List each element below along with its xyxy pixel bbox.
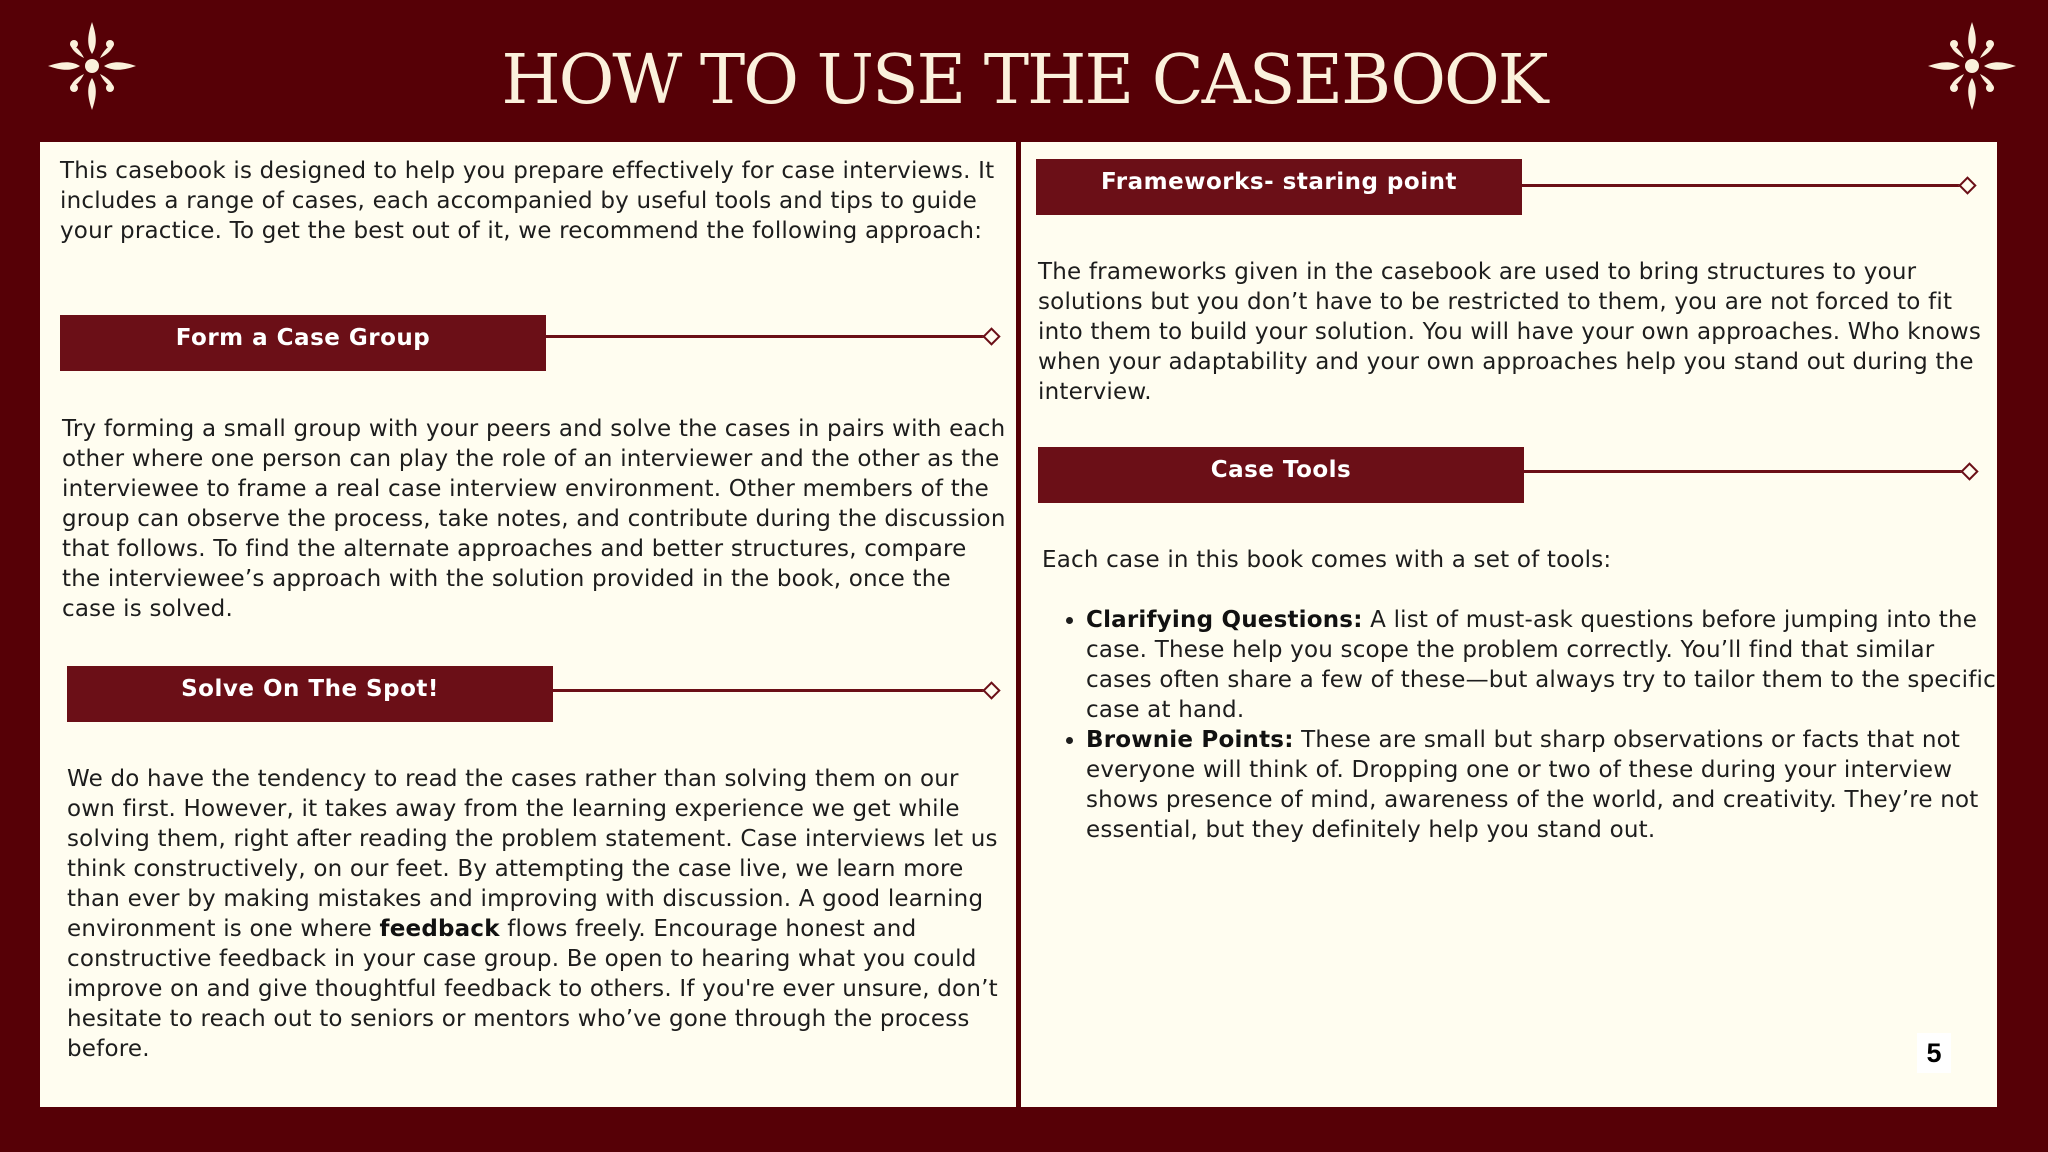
section-heading: Form a Case Group: [60, 315, 546, 371]
diamond-icon: [1960, 462, 1978, 480]
section-banner-frameworks: [1036, 159, 1996, 215]
intro-paragraph: This casebook is designed to help you prepare effectively for case interviews. It includes a range of cases, each accompanied by useful tools and tips to guide your practice. To get the best out of it, we recommend the following approach:: [60, 158, 995, 244]
section-banner-form-group: [60, 315, 1002, 371]
page-title: HOW TO USE THE CASEBOOK: [501, 41, 1547, 120]
section-heading: Frameworks- staring point: [1036, 159, 1522, 215]
banner-divider-line: [546, 335, 988, 338]
page-number: 5: [1917, 1033, 1951, 1073]
solve-spot-text: We do have the tendency to read the cases rather than solving them on our own first. However, it takes away from the learning experience we get while solving them, right after reading the problem statement. Case interviews let us think constructively, on our feet. By attempting the case live, we learn more than ever by making mistakes and improving with discussion. A good learning environment is one where: [67, 766, 998, 942]
case-tools-list: [1040, 605, 2006, 845]
list-item-term: Clarifying Questions:: [1086, 607, 1363, 633]
feedback-bold-text: feedback: [379, 916, 500, 942]
solve-spot-paragraph: [67, 764, 1012, 1064]
case-tools-intro: Each case in this book comes with a set of tools:: [1042, 547, 1612, 573]
list-item-text: These are small but sharp observations or facts that not everyone will think of. Dropping one or two of these during your interview shows presence of mind, awareness of the world, and creativity. They’re not essential, but they definitely help you stand out.: [1086, 727, 1979, 843]
section-banner-case-tools: [1038, 447, 1998, 503]
diamond-icon: [1958, 176, 1976, 194]
banner-divider-line: [1524, 470, 1966, 473]
list-item-term: Brownie Points:: [1086, 727, 1294, 753]
form-group-paragraph: Try forming a small group with your peers and solve the cases in pairs with each other where one person can play the role of an interviewer and the other as the interviewee to frame a real case interview environment. Other members of the group can observe the process, take notes, and contribute during the discussion that follows. To find the alternate approaches and better structures, compare the interviewee’s approach with the solution provided in the book, once the case is solved.: [62, 416, 1006, 622]
section-banner-solve-spot: [67, 666, 1002, 722]
diamond-icon: [982, 681, 1000, 699]
banner-divider-line: [553, 689, 988, 692]
list-item: [1086, 605, 2006, 725]
left-panel: [40, 142, 1016, 1107]
diamond-icon: [982, 327, 1000, 345]
solve-spot-text-continued: flows freely. Encourage honest and constructive feedback in your case group. Be open to hearing what you could improve on and give thoughtful feedback to others. If you're ever unsure, don’t hesitate to reach out to seniors or mentors who’ve gone through the process before.: [67, 916, 998, 1062]
right-panel: [1021, 142, 1997, 1107]
list-item-text: A list of must-ask questions before jumping into the case. These help you scope the problem correctly. You’ll find that similar cases often share a few of these—but always try to tailor them to the specific case at hand.: [1086, 607, 1996, 723]
list-item: [1086, 725, 2006, 845]
section-heading: Solve On The Spot!: [67, 666, 553, 722]
frameworks-paragraph: The frameworks given in the casebook are used to bring structures to your solutions but you don’t have to be restricted to them, you are not forced to fit into them to build your solution. You will have your own approaches. Who knows when your adaptability and your own approaches help you stand out during the interview.: [1038, 259, 1982, 405]
section-heading: Case Tools: [1038, 447, 1524, 503]
banner-divider-line: [1522, 184, 1964, 187]
